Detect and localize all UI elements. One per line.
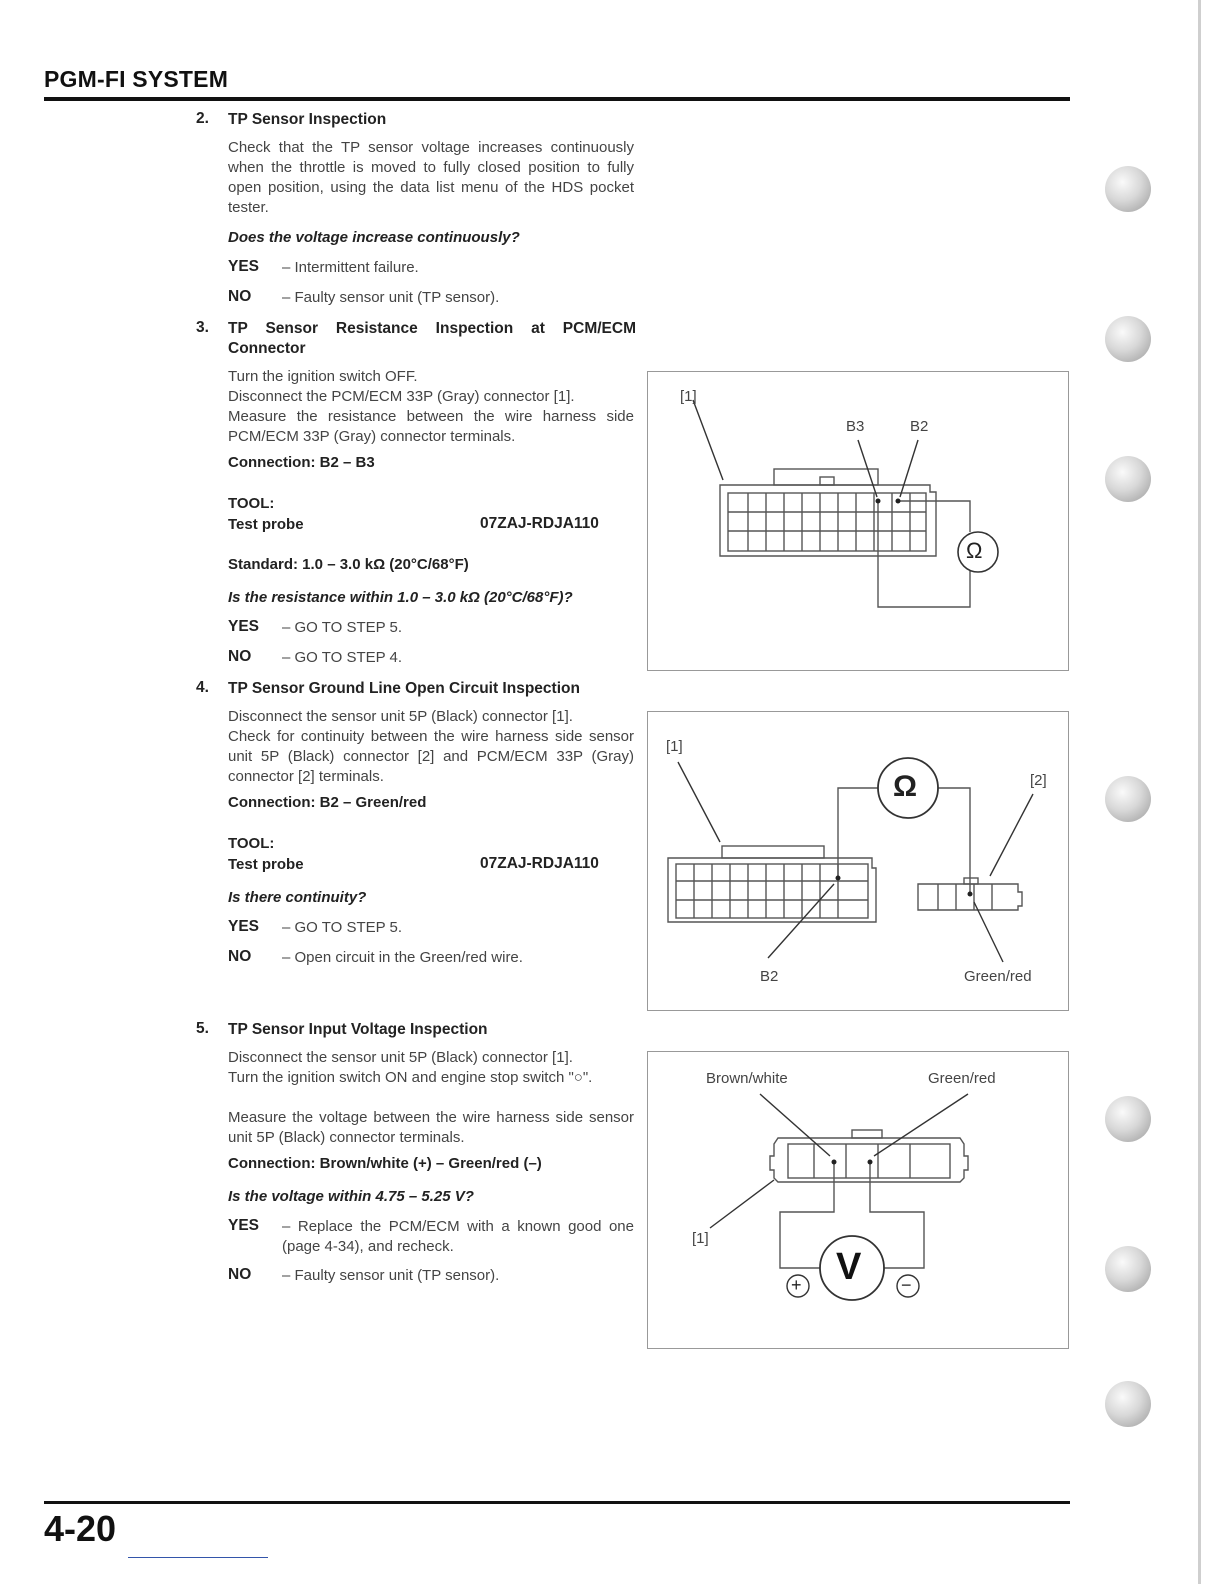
index-tab-dot[interactable] xyxy=(1105,316,1151,362)
step-body-line: Measure the voltage between the wire harness side sensor unit 5P (Black) connector terminals. xyxy=(228,1109,634,1146)
step-body-line: Disconnect the PCM/ECM 33P (Gray) connector [1]. xyxy=(228,388,575,405)
footer-rule xyxy=(44,1501,1070,1504)
step-question: Is there continuity? xyxy=(228,889,367,906)
step-title: TP Sensor Inspection xyxy=(228,111,387,128)
page-edge xyxy=(1198,0,1201,1584)
header-rule xyxy=(44,97,1070,101)
step-body-line: Measure the resistance between the wire harness side PCM/ECM 33P (Gray) connector terminals. xyxy=(228,408,634,445)
yes-label: YES xyxy=(228,918,260,935)
voltage-diagram xyxy=(648,1052,1068,1348)
callout-connector: [1] xyxy=(692,1230,709,1247)
step-title: TP Sensor Resistance Inspection at PCM/ECM Connector xyxy=(228,320,636,357)
callout-connector-2: [2] xyxy=(1030,772,1047,789)
ohmmeter-icon: Ω xyxy=(893,770,918,803)
yes-label: YES xyxy=(228,618,260,635)
yes-label: YES xyxy=(228,258,260,275)
tool-code: 07ZAJ-RDJA110 xyxy=(480,515,599,532)
step-number: 2. xyxy=(196,110,209,127)
no-answer: – Faulty sensor unit (TP sensor). xyxy=(282,289,500,306)
ohmmeter-icon: Ω xyxy=(966,538,983,563)
step-body-line: Turn the ignition switch ON and engine stop switch "○". xyxy=(228,1069,593,1086)
terminal-label-b3: B3 xyxy=(846,418,865,435)
figure-voltage-check xyxy=(647,1051,1069,1349)
figure-resistance-check xyxy=(647,371,1069,671)
step-question: Does the voltage increase continuously? xyxy=(228,229,520,246)
wire-label-green-red: Green/red xyxy=(928,1070,996,1087)
page-number: 4-20 xyxy=(44,1508,117,1549)
tool-code: 07ZAJ-RDJA110 xyxy=(480,855,599,872)
step-number: 5. xyxy=(196,1020,209,1037)
positive-terminal-icon: + xyxy=(791,1275,802,1295)
step-body-line: Disconnect the sensor unit 5P (Black) connector [1]. xyxy=(228,708,573,725)
negative-terminal-icon: − xyxy=(901,1275,912,1295)
no-answer: – Open circuit in the Green/red wire. xyxy=(282,949,523,966)
yes-label: YES xyxy=(228,1217,260,1234)
step-question: Is the resistance within 1.0 – 3.0 kΩ (20°C/68°F)? xyxy=(228,589,573,606)
step-title: TP Sensor Ground Line Open Circuit Inspection xyxy=(228,680,580,697)
no-label: NO xyxy=(228,648,252,665)
figure-continuity-check xyxy=(647,711,1069,1011)
step-body-line: Turn the ignition switch OFF. xyxy=(228,368,418,385)
step-body: Check that the TP sensor voltage increases continuously when the throttle is moved to fully closed position to fully open position, using the data list menu of the HDS pocket tester. xyxy=(228,139,634,216)
no-label: NO xyxy=(228,288,252,305)
standard-spec: Standard: 1.0 – 3.0 kΩ (20°C/68°F) xyxy=(228,556,469,573)
wire-label-brown-white: Brown/white xyxy=(706,1070,788,1087)
yes-answer: – Intermittent failure. xyxy=(282,259,419,276)
index-tab-dot[interactable] xyxy=(1105,1381,1151,1427)
section-title: PGM-FI SYSTEM xyxy=(44,66,229,92)
terminal-label-b2: B2 xyxy=(760,968,779,985)
index-tab-dot[interactable] xyxy=(1105,1246,1151,1292)
step-number: 3. xyxy=(196,319,209,336)
yes-answer: – GO TO STEP 5. xyxy=(282,919,403,936)
continuity-diagram xyxy=(648,712,1068,1010)
connection-spec: Connection: B2 – Green/red xyxy=(228,794,427,811)
index-tab-dot[interactable] xyxy=(1105,456,1151,502)
index-tab-dot[interactable] xyxy=(1105,1096,1151,1142)
no-label: NO xyxy=(228,948,252,965)
no-answer: – GO TO STEP 4. xyxy=(282,649,403,666)
index-tab-dot[interactable] xyxy=(1105,166,1151,212)
yes-answer: – Replace the PCM/ECM with a known good one (page 4-34), and recheck. xyxy=(282,1218,634,1255)
yes-answer: – GO TO STEP 5. xyxy=(282,619,403,636)
tool-heading: TOOL: xyxy=(228,495,275,512)
voltmeter-icon: V xyxy=(836,1246,862,1288)
step-title: TP Sensor Input Voltage Inspection xyxy=(228,1021,488,1038)
bottom-link-line xyxy=(128,1557,268,1558)
connector-diagram xyxy=(648,372,1068,670)
step-number: 4. xyxy=(196,679,209,696)
terminal-label-b2: B2 xyxy=(910,418,929,435)
step-body-line: Disconnect the sensor unit 5P (Black) connector [1]. xyxy=(228,1049,573,1066)
tool-name: Test probe xyxy=(228,516,304,533)
callout-connector: [1] xyxy=(680,388,697,405)
connection-spec: Connection: Brown/white (+) – Green/red (–) xyxy=(228,1155,542,1172)
step-body-line: Check for continuity between the wire harness side sensor unit 5P (Black) connector [2] and PCM/ECM 33P (Gray) connector [2] terminals. xyxy=(228,728,634,785)
tool-heading: TOOL: xyxy=(228,835,275,852)
tool-name: Test probe xyxy=(228,856,304,873)
no-label: NO xyxy=(228,1266,252,1283)
index-tab-dot[interactable] xyxy=(1105,776,1151,822)
callout-connector-1: [1] xyxy=(666,738,683,755)
connection-spec: Connection: B2 – B3 xyxy=(228,454,375,471)
no-answer: – Faulty sensor unit (TP sensor). xyxy=(282,1267,500,1284)
wire-label-green-red: Green/red xyxy=(964,968,1032,985)
step-question: Is the voltage within 4.75 – 5.25 V? xyxy=(228,1188,474,1205)
